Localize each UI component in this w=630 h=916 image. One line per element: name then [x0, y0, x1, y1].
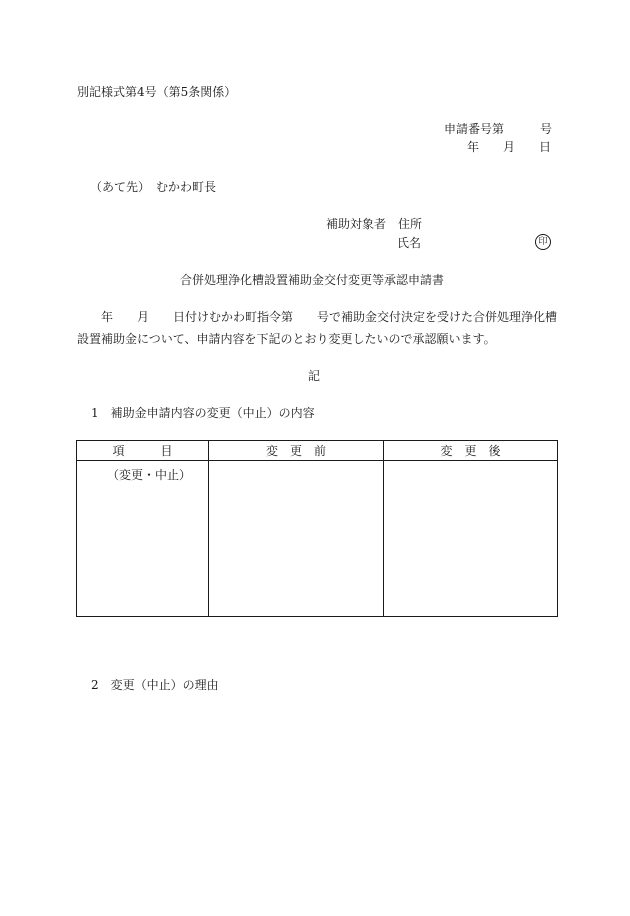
after-change-cell: [384, 461, 558, 617]
header-after-change: 変 更 後: [384, 441, 558, 461]
seal-mark: 印: [535, 234, 551, 250]
table-row: [77, 461, 558, 617]
addressee: （あて先） むかわ町長: [90, 180, 217, 194]
item-cell: [77, 461, 209, 617]
header-item: 項 目: [77, 441, 209, 461]
document-title: 合併処理浄化槽設置補助金交付変更等承認申請書: [180, 273, 445, 287]
applicant-address-label: 補助対象者 住所: [326, 217, 423, 231]
section-2-heading: 2 変更（中止）の理由: [91, 678, 219, 692]
before-change-cell: [209, 461, 384, 617]
application-number: 申請番号第 号: [444, 122, 553, 136]
item-cell-text: （変更・中止）: [107, 468, 192, 482]
table-header-row: [77, 441, 558, 461]
ki-marker: 記: [308, 369, 321, 383]
form-label: 別記様式第4号（第5条関係）: [77, 85, 237, 99]
body-paragraph: 年 月 日付けむかわ町指令第 号で補助金交付決定を受けた合併処理浄化槽設置補助金について、申請内容を下記のとおり変更したいので承認願います。: [77, 310, 558, 346]
date-line: 年 月 日: [467, 140, 552, 154]
header-before-change: 変 更 前: [209, 441, 384, 461]
applicant-name-label: 氏名: [397, 236, 422, 250]
section-1-heading: 1 補助金申請内容の変更（中止）の内容: [91, 406, 315, 420]
change-details-table: [76, 440, 558, 617]
